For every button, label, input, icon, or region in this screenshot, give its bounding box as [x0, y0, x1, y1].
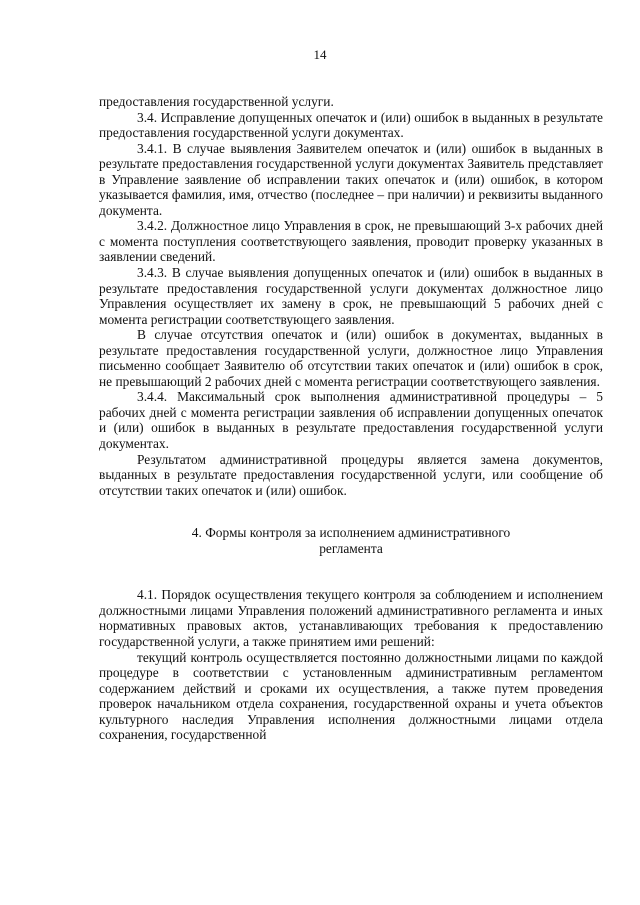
paragraph: 4.1. Порядок осуществления текущего контроля за соблюдением и исполнением должностными лицами Управления положений административного регламента и иных нормативных правовых актов, устанавливающих требования к предоставлению государственной услуги, а также принятием ими решений:	[99, 587, 603, 649]
section-heading-line2: регламента	[319, 540, 383, 556]
paragraph: 3.4.3. В случае выявления допущенных опечаток и (или) ошибок в выданных в результате предоставления государственной услуги документах должностное лицо Управления осуществляет их замену в срок, не превышающий 5 рабочих дней с момента регистрации соответствующего заявления.	[99, 265, 603, 327]
document-body	[99, 94, 603, 743]
section-heading	[99, 525, 603, 556]
paragraph: 3.4. Исправление допущенных опечаток и (или) ошибок в выданных в результате предоставления государственной услуги документах.	[99, 109, 603, 141]
paragraph: 3.4.1. В случае выявления Заявителем опечаток и (или) ошибок в выданных в результате предоставления государственной услуги документах Заявитель представляет в Управление заявление об исправлении таких опечаток и (или) ошибок, в котором указывается фамилия, имя, отчество (последнее – при наличии) и реквизиты выданного документа.	[99, 140, 603, 218]
paragraph: текущий контроль осуществляется постоянно должностными лицами по каждой процедуре в соответствии с установленным административным регламентом содержанием действий и сроками их осуществления, а также путем проведения проверок начальником отдела сохранения, государственной охраны и учета объектов культурного наследия Управления исполнения должностными лицами отдела сохранения, государственной	[99, 649, 603, 743]
section-heading-line1: 4. Формы контроля за исполнением административного	[191, 525, 511, 541]
paragraph: предоставления государственной услуги.	[99, 94, 334, 109]
paragraph: 3.4.4. Максимальный срок выполнения административной процедуры – 5 рабочих дней с момента регистрации заявления об исправлении допущенных опечаток и (или) ошибок в выданных в результате предоставления государственной услуги документах.	[99, 389, 603, 452]
paragraph: 3.4.2. Должностное лицо Управления в срок, не превышающий 3-х рабочих дней с момента поступления соответствующего заявления, проводит проверку указанных в заявлении сведений.	[99, 218, 603, 265]
paragraph: Результатом административной процедуры является замена документов, выданных в результате предоставления государственной услуги, или сообщение об отсутствии таких опечаток и (или) ошибок.	[99, 451, 603, 498]
page-number: 14	[313, 47, 327, 62]
paragraph: В случае отсутствия опечаток и (или) ошибок в документах, выданных в результате предоставления государственной услуги, должностное лицо Управления письменно сообщает Заявителю об отсутствии таких опечаток и (или) ошибок в срок, не превышающий 2 рабочих дней с момента регистрации соответствующего заявления.	[99, 327, 603, 389]
